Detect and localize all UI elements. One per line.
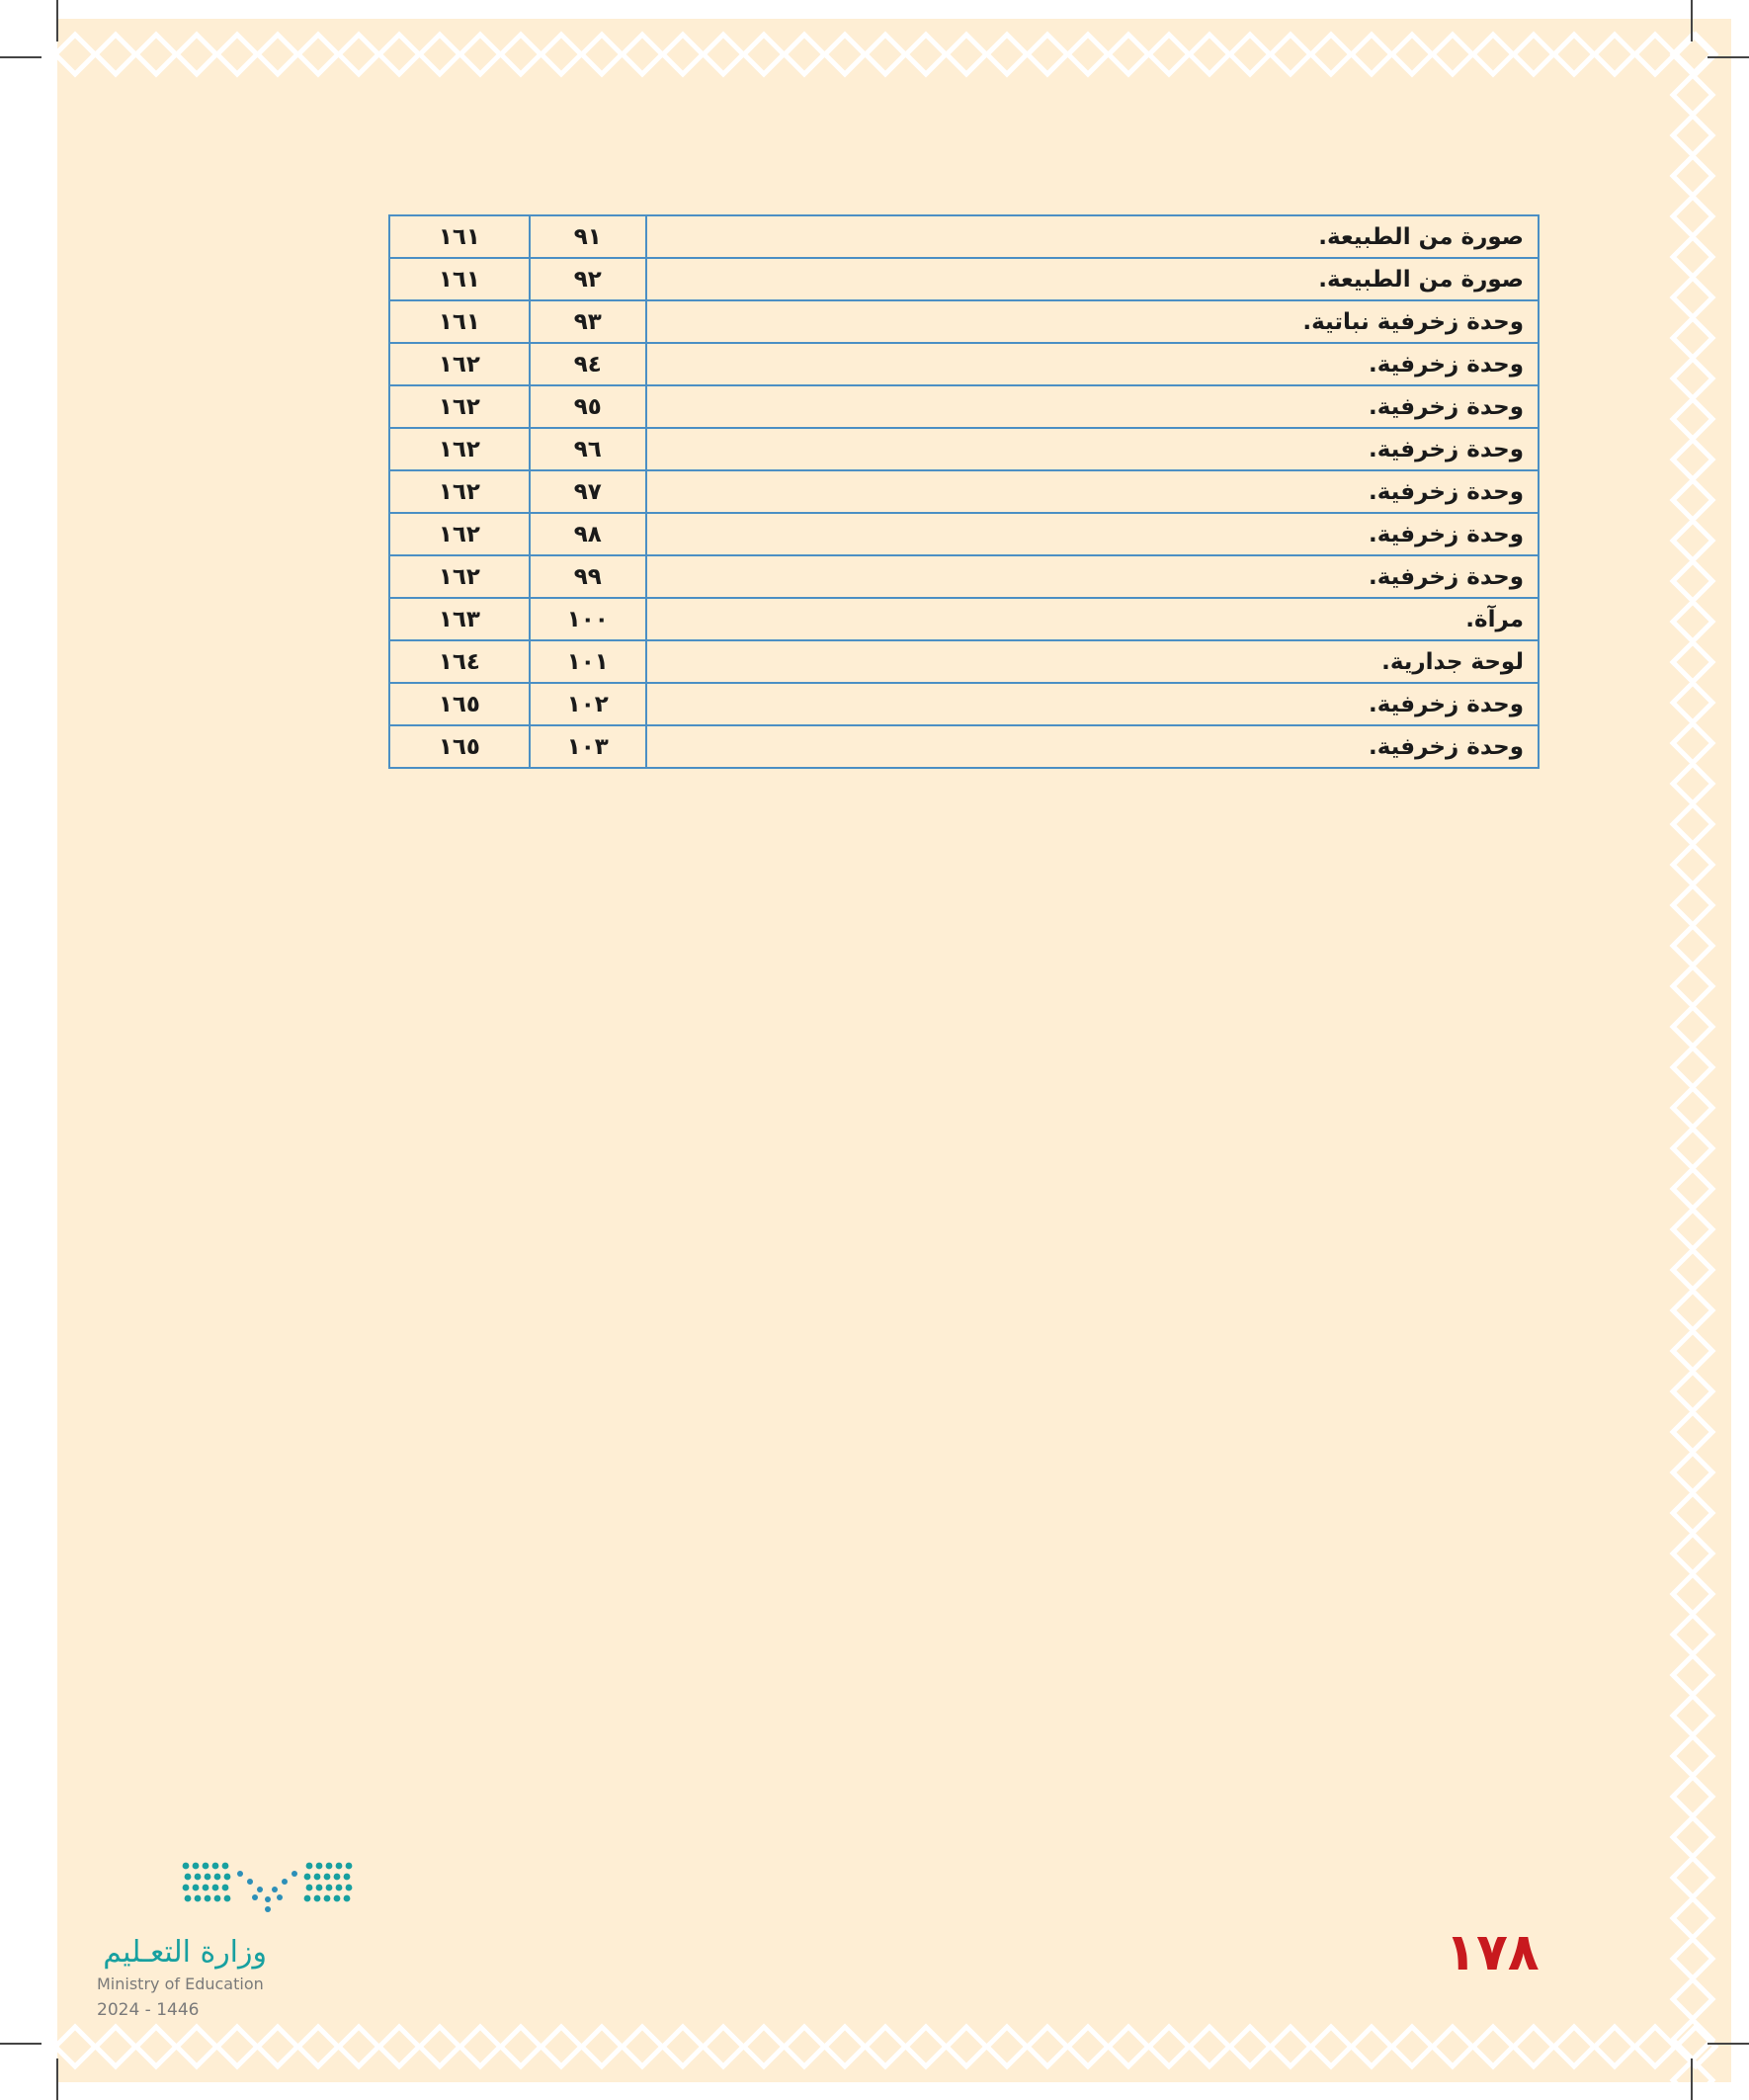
table-row	[389, 385, 1539, 428]
figure-title-cell: وحدة زخرفية.	[646, 683, 1539, 725]
table-row	[389, 343, 1539, 385]
page-number-cell: ١٦٥	[389, 725, 530, 768]
figure-number-cell: ٩٩	[530, 555, 646, 598]
figure-title-cell: صورة من الطبيعة.	[646, 215, 1539, 258]
crop-mark	[1691, 2058, 1693, 2100]
table-row	[389, 598, 1539, 640]
ministry-logo-dots-icon	[181, 1860, 354, 1919]
ministry-year: 2024 - 1446	[97, 2000, 200, 2020]
page-number-cell: ١٦١	[389, 215, 530, 258]
table-row	[389, 555, 1539, 598]
crop-mark	[56, 0, 58, 42]
figure-number-cell: ١٠١	[530, 640, 646, 683]
page-number-cell: ١٦٢	[389, 513, 530, 555]
table-row	[389, 513, 1539, 555]
page-number-cell: ١٦٢	[389, 428, 530, 470]
table-row	[389, 470, 1539, 513]
crop-mark	[1691, 0, 1693, 42]
page-number-cell: ١٦٢	[389, 343, 530, 385]
figure-title-cell: مرآة.	[646, 598, 1539, 640]
figure-number-cell: ٩٤	[530, 343, 646, 385]
figure-number-cell: ٩٣	[530, 300, 646, 343]
page-number-cell: ١٦١	[389, 258, 530, 300]
table-row	[389, 258, 1539, 300]
page-number-cell: ١٦٤	[389, 640, 530, 683]
ministry-name-arabic: وزارة التعـليم	[103, 1935, 267, 1970]
figure-title-cell: لوحة جدارية.	[646, 640, 1539, 683]
page-number: ١٧٨	[1445, 1923, 1540, 1982]
ministry-name-english: Ministry of Education	[97, 1974, 264, 1993]
figures-index-table	[388, 214, 1540, 769]
figure-title-cell: صورة من الطبيعة.	[646, 258, 1539, 300]
figure-title-cell: وحدة زخرفية.	[646, 470, 1539, 513]
figure-number-cell: ١٠٠	[530, 598, 646, 640]
crop-mark	[56, 2058, 58, 2100]
page-number-cell: ١٦١	[389, 300, 530, 343]
figure-number-cell: ٩١	[530, 215, 646, 258]
figure-number-cell: ١٠٢	[530, 683, 646, 725]
crop-mark	[1707, 2043, 1749, 2045]
figure-number-cell: ٩٢	[530, 258, 646, 300]
figure-title-cell: وحدة زخرفية.	[646, 555, 1539, 598]
page-number-cell: ١٦٢	[389, 385, 530, 428]
figure-title-cell: وحدة زخرفية.	[646, 343, 1539, 385]
page-number-cell: ١٦٥	[389, 683, 530, 725]
page-number-cell: ١٦٢	[389, 470, 530, 513]
table-row	[389, 725, 1539, 768]
figure-title-cell: وحدة زخرفية.	[646, 513, 1539, 555]
figure-number-cell: ٩٧	[530, 470, 646, 513]
crop-mark	[1707, 56, 1749, 58]
crop-mark	[0, 56, 42, 58]
figure-title-cell: وحدة زخرفية.	[646, 428, 1539, 470]
table-row	[389, 215, 1539, 258]
figure-number-cell: ٩٦	[530, 428, 646, 470]
table-row	[389, 428, 1539, 470]
page-number-cell: ١٦٢	[389, 555, 530, 598]
figure-title-cell: وحدة زخرفية نباتية.	[646, 300, 1539, 343]
figure-number-cell: ١٠٣	[530, 725, 646, 768]
crop-mark	[0, 2043, 42, 2045]
page-number-cell: ١٦٣	[389, 598, 530, 640]
table-row	[389, 300, 1539, 343]
figure-number-cell: ٩٨	[530, 513, 646, 555]
figure-number-cell: ٩٥	[530, 385, 646, 428]
table-row	[389, 683, 1539, 725]
figure-title-cell: وحدة زخرفية.	[646, 725, 1539, 768]
table-row	[389, 640, 1539, 683]
figure-title-cell: وحدة زخرفية.	[646, 385, 1539, 428]
